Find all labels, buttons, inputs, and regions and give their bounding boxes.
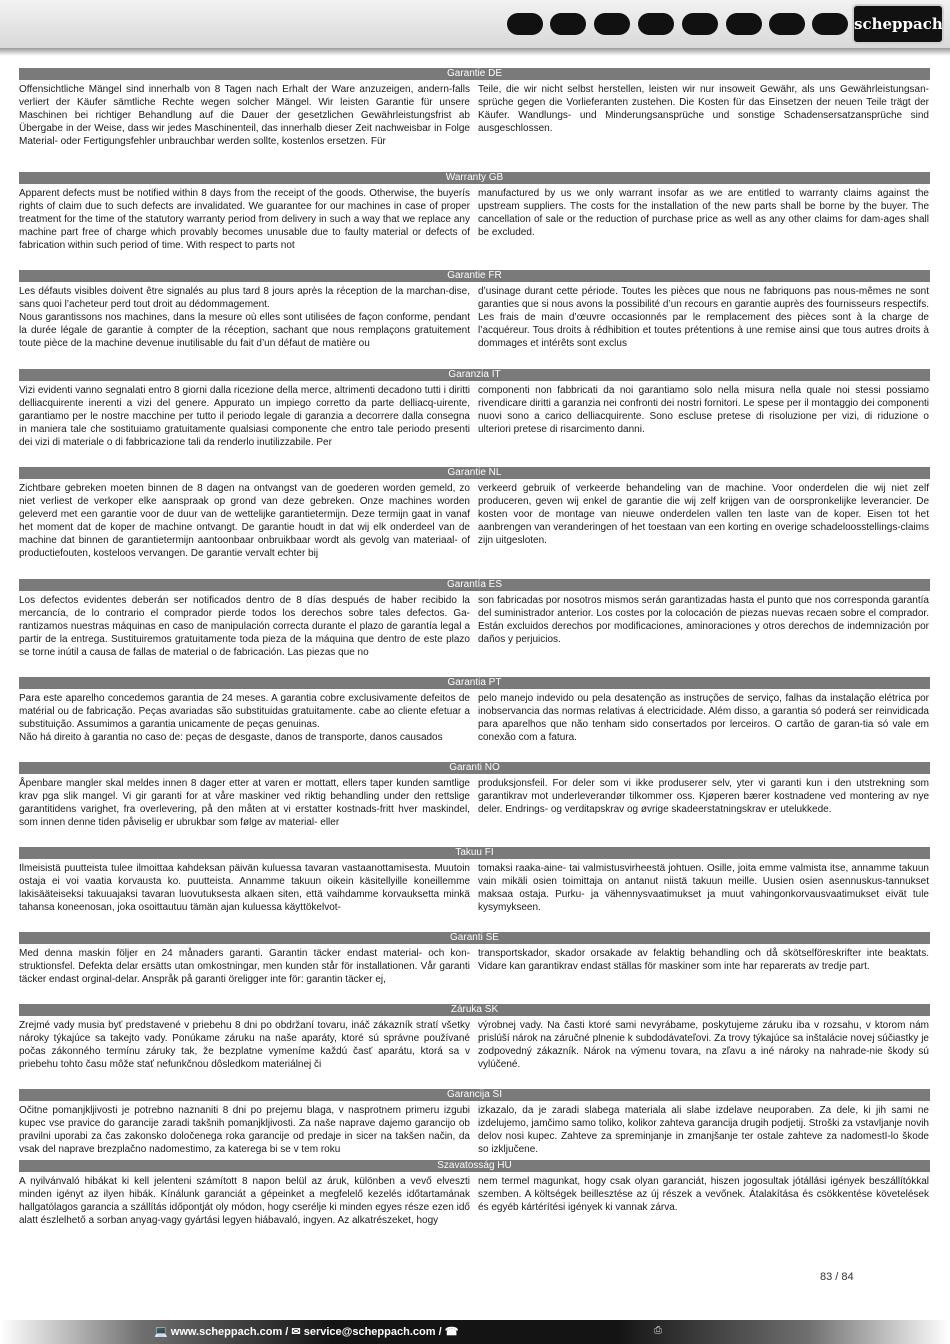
header-shadow (0, 48, 950, 56)
section-title: Warranty GB (19, 172, 930, 184)
section-garantia-es (19, 579, 930, 658)
language-pill-6[interactable] (726, 13, 762, 35)
footer-contact (154, 1325, 458, 1338)
language-pill-8[interactable] (812, 13, 848, 35)
section-text-right: manufactured by us we only warrant insofar as we are entitled to warranty claims against the upstream suppliers. The costs for the installation of the new parts shall be borne by the buyer. The cancellation of sale or the reduction of purchase price as well as any other claims for dam-ages shall be excluded. (478, 188, 929, 238)
section-title: Záruka SK (19, 1004, 930, 1016)
section-text-left: Offensichtliche Mängel sind innerhalb von 8 Tagen nach Erhalt der Ware anzuzeigen, andern-falls verliert der Käufer sämtliche Rechte wegen solcher Mängel. Wir leisten Garantie für unsere Maschinen bei richtiger Behandlung auf die Dauer der gesetzlichen Gewährleistungsfrist ab Übergabe in der Weise, dass wir jedes Maschinenteil, das innerhalb dieser Zeit nachweisbar in Folge Material- oder Fertigungsfehler unbrauchbar werden sollte, kostenlos ersetzen. Für (19, 84, 470, 147)
section-text-right: výrobnej vady. Na časti ktoré sami nevyrábame, poskytujeme záruku iba v rozsahu, v ktorom nám prislúší nárok na záručné plnenie k subdodávateľovi. Za trovy týkajúce sa inštalácie novej súčiastky je zodpovedný zákazník. Nárok na výmenu tovara, na zľavu a iné nároky na nahrade-nie škody sú vylúčené. (478, 1020, 929, 1070)
section-title: Garantía ES (19, 579, 930, 591)
separator: / (438, 1326, 442, 1338)
section-text-left: Les défauts visibles doivent être signalés au plus tard 8 jours après la réception de la marchan-dise, sans quoi l’acheteur perd tout droit au dédommagement. Nous garantissons nos machines, dans la mesure où elles sont utilisées de façon conforme, pendant la durée légale de garantie à compter de la réception, sachant que nous remplaçons gratuitement toute pièce de la machine devenue inutilisable du fait d’un défaut de matière ou (19, 286, 470, 349)
section-text-left: Med denna maskin följer en 24 månaders garanti. Garantin täcker endast material- och kon-struktionsfel. Defekta delar ersätts utan omkostningar, men kunden står för installationen. Vår garanti täcker endast orginal-delar. Anspråk på garanti öreligger inte för: garantin täcker ej, (19, 948, 470, 985)
section-text-left: Apparent defects must be notified within 8 days from the receipt of the goods. Otherwise, the buyerís rights of claim due to such defects are invalidated. We guarantee for our machines in case of proper treatment for the time of the statutory warranty period from delivery in such a way that we replace any machine part free of charge which provably becomes unusable due to faulty material or defects of fabrication within such period of time. With respect to parts not (19, 188, 470, 251)
separator: / (285, 1326, 289, 1338)
language-pill-4[interactable] (638, 13, 674, 35)
section-text-left: Åpenbare mangler skal meldes innen 8 dager etter at varen er mottatt, ellers taper kunden samtlige krav pga slik mangel. Vi gir garanti for at våre maskiner ved riktig behandling under den rettslige garantitidens varighet, fra overlevering, på den måten at vi erstatter kostnads-fritt hver maskindel, som innen denne tiden påviselig er ubrukbar som følge av material- eller (19, 778, 470, 828)
section-garantie-fr (19, 270, 930, 349)
section-text-left: Očitne pomanjkljivosti je potrebno naznaniti 8 dni po prejemu blaga, v nasprotnem primeru izgubi kupec vse pravice do garancije zaradi takšnih pomanjkljivosti. Za naše naprave dajemo garancijo ob pravilni uporabi za čas zakonsko določenega roka garancije od predaje in sicer na takšen način, da vsak del naprave brezplačno nadomestimo, za katerega bi se v tem roku (19, 1105, 470, 1155)
section-title: Garanti NO (19, 762, 930, 774)
section-text-right: son fabricadas por nosotros mismos serán garantizadas hasta el punto que nos corresponda garantía del suministrador anterior. Los costes por la colocación de piezas nuevas recaen sobre el comprador. Están excluidos derechos por modificaciones, aminoraciones y otros derechos de indemnización por daños y perjuicios. (478, 595, 929, 645)
section-garanzia-it (19, 369, 930, 448)
email-link[interactable]: service@scheppach.com (303, 1326, 436, 1338)
header (0, 0, 950, 48)
section-title: Garancija SI (19, 1089, 930, 1101)
section-text-right: componenti non fabbricati da noi garantiamo solo nella misura nella quale noi stessi possiamo rivendicare diritti a garanzia nei confronti dei nostri fornitori. Le spese per il montaggio dei componenti nuovi sono a carico delliacquirente. Sono escluse pretese di risoluzione per vizi, di riduzione o ulteriori pretese di risarcimento danni. (478, 385, 929, 435)
section-takuu-fi (19, 847, 930, 913)
section-garancija-si (19, 1089, 930, 1155)
section-zaruka-sk (19, 1004, 930, 1070)
section-garantia-pt (19, 677, 930, 743)
section-warranty-gb (19, 172, 930, 251)
section-garanti-no (19, 762, 930, 828)
section-text-right: tomaksi raaka-aine- tai valmistusvirheestä johtuen. Osille, joita emme valmista itse, annamme takuun vain mikäli osien toimittaja on antanut niistä takuun meille. Uusien osien asennuskus-tannukset maksaa ostaja. Purku- ja vähennysvaatimukset ja muut vahingonkorvausvaatimukset eivät tule kysymykseen. (478, 863, 929, 913)
section-text-left: A nyilvánvaló hibákat ki kell jelenteni számított 8 napon belül az áruk, különben a vevő elveszti minden igényt az ilyen hibák. Kínálunk garanciát a gépeinket a megfelelő kezelés időtartamának hallgatólagos garancia a szállítás időpontját oly módon, hogy cserélje ki minden egyes része ezen idő alatt észlelhető a sorban anyag-vagy gyártási legyen hiábavaló, ingyen. Az alkatrészeket, hogy (19, 1176, 470, 1226)
computer-icon: 💻 (154, 1326, 168, 1338)
section-title: Garantie DE (19, 68, 930, 80)
section-text-right: izkazalo, da je zaradi slabega materiala ali slabe izdelave neuporaben. Za dele, ki jih sami ne izdelujemo, jamčimo samo toliko, kolikor zahteva garancija drugih podjetij. Stroški za vstavljanje novih delov nosi kupec. Zahteve za spreminjanje in zmanjšanje ter ostale zahteve za nadomestI-lo škode so izključene. (478, 1105, 929, 1155)
section-garantie-de (19, 68, 930, 147)
language-pill-5[interactable] (682, 13, 718, 35)
footer-bar (0, 1320, 950, 1344)
fax-icon: ⎙ (654, 1325, 662, 1336)
section-text-left: Ilmeisistä puutteista tulee ilmoittaa kahdeksan päivän kuluessa tavaran vastaanottamisesta. Muutoin ostaja ei voi vaatia korvausta ko. puutteista. Annamme takuun oikein käsitellyille koneillemme lakisääteiseksi takuuajaksi tavaran luovutuksesta alkaen siten, että vaihdamme korvauksetta minkä tahansa koneenosan, joka osoittautuu tämän ajan kuluessa käyttökelvot- (19, 863, 470, 913)
section-title: Szavatosság HU (19, 1160, 930, 1172)
section-text-right: transportskador, skador orsakade av felaktig behandling och då skötselföreskrifter inte beaktats. Vidare kan garantikrav endast ställas för maskiner som inte har reparerats av tredje part. (478, 948, 929, 972)
section-text-right: d’usinage durant cette période. Toutes les pièces que nous ne fabriquons pas nous-mêmes ne sont garanties que si nous avons la possibilité d’un recours en garantie auprès des fournisseurs respectifs. Les frais de main d’œuvre occasionnés par le remplacement des pièces sont à la charge de l’acquéreur. Tous droits à rédhibition et toutes prétentions à une remise ainsi que tous autres droits à dommages et intérêts sont exclus (478, 286, 929, 349)
language-pill-7[interactable] (769, 13, 805, 35)
section-title: Garantia PT (19, 677, 930, 689)
section-title: Garantie FR (19, 270, 930, 282)
mail-icon: ✉ (291, 1326, 301, 1338)
section-text-left: Los defectos evidentes deberán ser notificados dentro de 8 días después de haber recibido la mercancía, de lo contrario el comprador pierde todos los derechos sobre tales defectos. Ga-rantizamos nuestras máquinas en caso de manipulación correcta durante el plazo de garantía legal a partir de la entrega. Sustituiremos gratuitamente toda pieza de la máquina que dentro de este plazo se torne inútil a causa de fallas de material o de fabricación. Las piezas que no (19, 595, 470, 658)
website-link[interactable]: www.scheppach.com (170, 1326, 283, 1338)
section-text-right: pelo manejo indevido ou pela desatenção as instruções de serviço, falhas da instalação elétrica por inobservancia das normas relativas á electricidade. Além disso, a garantia só poderá ser reinvidicada para aparelhos que não tenham sido consertados por lerceiros. O cartão de garan-tia só vale em conexão com a fatura. (478, 693, 929, 743)
section-title: Takuu FI (19, 847, 930, 859)
page-number: 83 / 84 (820, 1271, 854, 1283)
language-pill-2[interactable] (550, 13, 586, 35)
section-text-left: Vizi evidenti vanno segnalati entro 8 giorni dalla ricezione della merce, altrimenti decadono tutti i diritti delliacquirente inerenti a vizi del genere. Appurato un impiego corretto da parte delliacq-uirente, garantiamo per le nostre macchine per tutto il periodo legale di garanzia a decorrere dalla consegna in maniera tale che sostituiamo gratuitamente qualsiasi componente che entro tale periodo presenti dei vizi di materiale o di fabbricazione tali da renderlo inutilizzabile. Per (19, 385, 470, 448)
section-text-right: Teile, die wir nicht selbst herstellen, leisten wir nur insoweit Gewähr, als uns Gewährleistungsan-sprüche gegen die Vorlieferanten zustehen. Die Kosten für das Einsetzen der neuen Teile trägt der Käufer. Wandlungs- und Minderungsansprüche und sonstige Schadensersatzansprüche sind ausgeschlossen. (478, 84, 929, 134)
section-text-right: verkeerd gebruik of verkeerde behandeling van de machine. Voor onderdelen die wij niet zelf produceren, geven wij enkel de garantie die wij zelf krijgen van de oorspronkelijke leverancier. De kosten voor de montage van nieuwe onderdelen vallen ten laste van de koper. Eisen tot het aanbrengen van veranderingen of het toestaan van een korting en overige schadeloosstellings-claims zijn uitgesloten. (478, 483, 929, 546)
section-title: Garanti SE (19, 932, 930, 944)
language-pill-1[interactable] (507, 13, 543, 35)
language-pill-3[interactable] (594, 13, 630, 35)
section-text-right: nem termel magunkat, hogy csak olyan garanciát, hiszen jogosultak jótállási igények beszállítókkal szemben. A költségek beillesztése az új részek a vevőnek. Átalakítása és csökkentése követelések és egyéb kártérítési igények ki vannak zárva. (478, 1176, 929, 1213)
section-text-left: Zrejmé vady musia byť predstavené v priebehu 8 dni po obdržaní tovaru, ináč zákazník stratí všetky nároky týkajúce sa takejto vady. Ponúkame záruku na naše aparáty, ktoré sú správne používané počas zákonného termínu záruky tak, že bezplatne vymeníme každú časť aparátu, ktorá sa v priebehu tohto času môže stať nefunkčnou dôsledkom materiálnej či (19, 1020, 470, 1070)
phone-icon: ☎ (444, 1326, 459, 1338)
section-text-left: Zichtbare gebreken moeten binnen de 8 dagen na ontvangst van de goederen worden gemeld, zo niet verliest de verkoper elke aanspraak op grond van deze gebreken. Onze machines worden geleverd met een garantie voor de duur van de wettelijke garantietermijn. Deze termijn gaat in vanaf het moment dat de koper de machine ontvangt. De garantie houdt in dat wij elk onderdeel van de machine dat binnen de garantietermijn aantoonbaar onbruikbaar wordt als gevolg van materiaal- of productiefouten, kosteloos vervangen. De garantie vervalt echter bij (19, 483, 470, 559)
section-text-left: Para este aparelho concedemos garantia de 24 meses. A garantia cobre exclusivamente defeitos de matérial ou de fabricação. Peças avariadas são substituidas gratuitamente. cabe ao cliente efetuar a substituição. Assumimos a garantia unicamente de peças genuinas. Não há direito à garantia no caso de: peças de desgaste, danos de transporte, danos causados (19, 693, 470, 743)
scheppach-logo: scheppach (852, 4, 944, 44)
section-title: Garantie NL (19, 467, 930, 479)
section-garanti-se (19, 932, 930, 985)
section-garantie-nl (19, 467, 930, 559)
section-szavatossag-hu (19, 1160, 930, 1226)
section-title: Garanzia IT (19, 369, 930, 381)
section-text-right: produksjonsfeil. For deler som vi ikke produserer selv, yter vi garanti kun i den utstrekning som garantikrav mot underleverandør tilkommer oss. Kjøperen bærer kostnadene ved montering av nye deler. Endrings- og verditapskrav og øvrige skadeerstatningskrav er utelukkede. (478, 778, 929, 815)
